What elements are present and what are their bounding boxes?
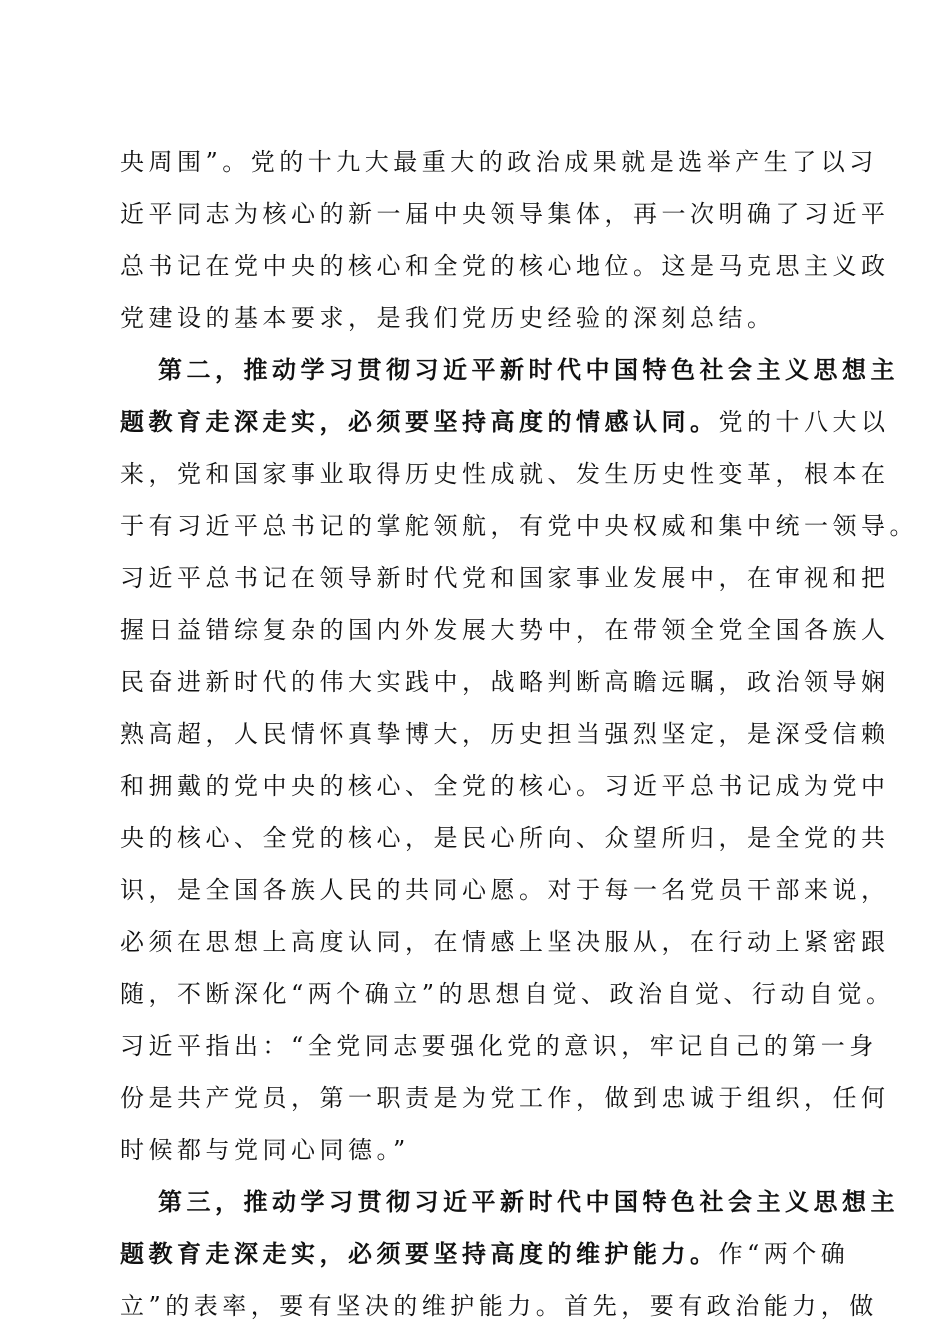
- text-run: 立”的表率，要有坚决的维护能力。首先，要有政治能力，做: [120, 1292, 878, 1320]
- text-run: 习近平指出：“全党同志要强化党的意识，牢记自己的第一身: [120, 1032, 878, 1060]
- text-run: 总书记在党中央的核心和全党的核心地位。这是马克思主义政: [120, 252, 890, 280]
- text-run: 熟高超，人民情怀真挚博大，历史担当强烈坚定，是深受信赖: [120, 720, 890, 748]
- heading-run: 题教育走深走实，必须要坚持高度的情感认同。: [120, 407, 719, 436]
- text-line: [120, 1289, 878, 1323]
- text-line: [120, 1133, 410, 1167]
- text-run: 作“两个确: [718, 1240, 850, 1268]
- text-run: 和拥戴的党中央的核心、全党的核心。习近平总书记成为党中: [120, 772, 890, 800]
- text-line: [120, 1237, 849, 1271]
- text-run: 份是共产党员，第一职责是为党工作，做到忠诚于组织，任何: [120, 1084, 890, 1112]
- text-run: 党建设的基本要求，是我们党历史经验的深刻总结。: [120, 304, 776, 332]
- text-line: [158, 353, 899, 387]
- text-line: [120, 977, 895, 1011]
- text-run: 必须在思想上高度认同，在情感上坚决服从，在行动上紧密跟: [120, 928, 890, 956]
- text-line: [120, 457, 890, 491]
- text-line: [120, 145, 878, 179]
- text-run: 来，党和国家事业取得历史性成就、发生历史性变革，根本在: [120, 460, 890, 488]
- text-line: [120, 1081, 890, 1115]
- text-line: [120, 1029, 878, 1063]
- text-run: 时候都与党同心同德。”: [120, 1136, 410, 1164]
- text-line: [120, 821, 890, 855]
- text-run: 随，不断深化“两个确立”的思想自觉、政治自觉、行动自觉。: [120, 980, 895, 1008]
- text-line: [158, 1185, 899, 1219]
- text-run: 党的十八大以: [718, 408, 890, 436]
- text-run: 握日益错综复杂的国内外发展大势中，在带领全党全国各族人: [120, 616, 890, 644]
- text-run: 习近平总书记在领导新时代党和国家事业发展中，在审视和把: [120, 564, 890, 592]
- heading-run: 第二，推动学习贯彻习近平新时代中国特色社会主义思想主: [158, 355, 899, 384]
- heading-run: 第三，推动学习贯彻习近平新时代中国特色社会主义思想主: [158, 1187, 899, 1216]
- text-line: [120, 925, 890, 959]
- text-run: 识，是全国各族人民的共同心愿。对于每一名党员干部来说，: [120, 876, 890, 904]
- text-line: [120, 665, 890, 699]
- text-run: 央周围”。党的十九大最重大的政治成果就是选举产生了以习: [120, 148, 878, 176]
- text-line: [120, 561, 890, 595]
- text-line: [120, 197, 890, 231]
- text-run: 民奋进新时代的伟大实践中，战略判断高瞻远瞩，政治领导娴: [120, 668, 890, 696]
- text-line: [120, 509, 918, 543]
- text-run: 近平同志为核心的新一届中央领导集体，再一次明确了习近平: [120, 200, 890, 228]
- text-run: 于有习近平总书记的掌舵领航，有党中央权威和集中统一领导。: [120, 512, 918, 540]
- text-line: [120, 249, 890, 283]
- text-line: [120, 769, 890, 803]
- text-run: 央的核心、全党的核心，是民心所向、众望所归，是全党的共: [120, 824, 890, 852]
- text-line: [120, 405, 890, 439]
- text-line: [120, 613, 890, 647]
- text-line: [120, 301, 776, 335]
- text-line: [120, 717, 890, 751]
- heading-run: 题教育走深走实，必须要坚持高度的维护能力。: [120, 1239, 719, 1268]
- text-line: [120, 873, 890, 907]
